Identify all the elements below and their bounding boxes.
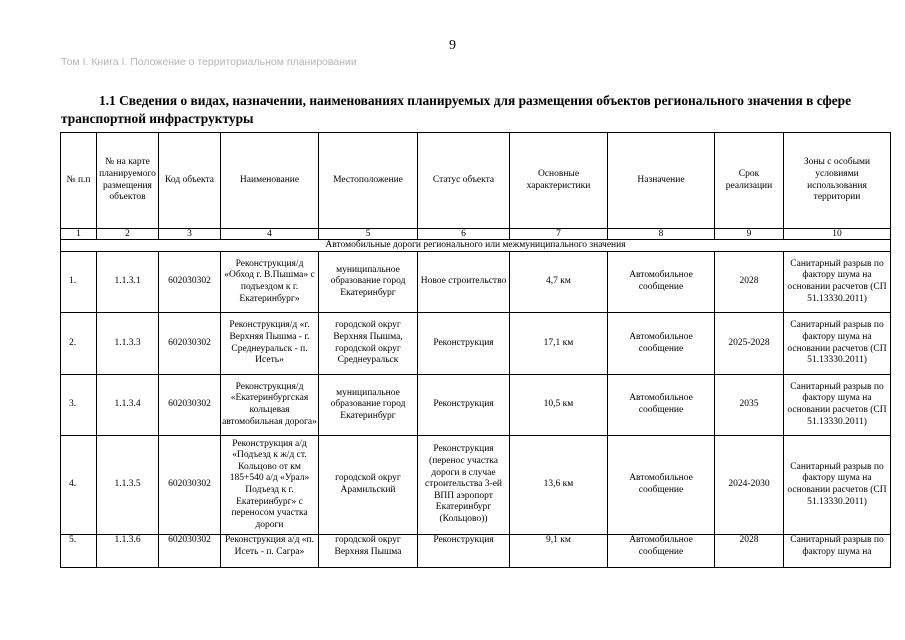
cell-num: 3. xyxy=(61,375,97,436)
cell-purpose: Автомобильное сообщение xyxy=(608,252,715,313)
header-row xyxy=(61,133,891,229)
cell-zones: Санитарный разрыв по фактору шума на основании расчетов (СП 51.13330.2011) xyxy=(784,313,891,375)
cell-zones: Санитарный разрыв по фактору шума на xyxy=(784,535,891,568)
cell-name: Реконструкция/д «Екатеринбургская кольцевая автомобильная дорога» xyxy=(221,375,319,436)
column-header: Статус объекта xyxy=(418,133,510,229)
cell-characteristics: 13,6 км xyxy=(510,436,608,535)
column-header: Местоположение xyxy=(319,133,418,229)
cell-term: 2024-2030 xyxy=(715,436,784,535)
column-header: Срок реализации xyxy=(715,133,784,229)
column-number: 4 xyxy=(221,229,319,240)
cell-map-no: 1.1.3.6 xyxy=(97,535,159,568)
cell-term: 2028 xyxy=(715,252,784,313)
cell-status: Реконструкция xyxy=(418,535,510,568)
cell-purpose: Автомобильное сообщение xyxy=(608,436,715,535)
cell-name: Реконструкция/д «Обход г. В.Пышма» с подъездом к г. Екатеринбург» xyxy=(221,252,319,313)
cell-location: городской округ Верхняя Пышма, городской округ Среднеуральск xyxy=(319,313,418,375)
table-row xyxy=(61,436,891,535)
cell-purpose: Автомобильное сообщение xyxy=(608,375,715,436)
running-header: Том I. Книга I. Положение о территориальном планировании xyxy=(61,56,357,68)
column-header: Основные характеристики xyxy=(510,133,608,229)
cell-term: 2035 xyxy=(715,375,784,436)
column-number: 9 xyxy=(715,229,784,240)
column-header: Наименование xyxy=(221,133,319,229)
cell-code: 602030302 xyxy=(159,436,221,535)
table-row xyxy=(61,375,891,436)
cell-zones: Санитарный разрыв по фактору шума на основании расчетов (СП 51.13330.2011) xyxy=(784,252,891,313)
cell-purpose: Автомобильное сообщение xyxy=(608,313,715,375)
cell-status: Новое строительство xyxy=(418,252,510,313)
cell-location: городской округ Верхняя Пышма xyxy=(319,535,418,568)
cell-zones: Санитарный разрыв по фактору шума на основании расчетов (СП 51.13330.2011) xyxy=(784,436,891,535)
group-row xyxy=(61,240,891,252)
column-number: 7 xyxy=(510,229,608,240)
cell-code: 602030302 xyxy=(159,252,221,313)
column-header: Назначение xyxy=(608,133,715,229)
cell-map-no: 1.1.3.1 xyxy=(97,252,159,313)
cell-status: Реконструкция xyxy=(418,313,510,375)
cell-map-no: 1.1.3.4 xyxy=(97,375,159,436)
column-header: № на карте планируемого размещения объектов xyxy=(97,133,159,229)
column-header: Код объекта xyxy=(159,133,221,229)
cell-code: 602030302 xyxy=(159,535,221,568)
column-number: 2 xyxy=(97,229,159,240)
column-number: 1 xyxy=(61,229,97,240)
objects-table xyxy=(60,132,891,568)
column-number: 3 xyxy=(159,229,221,240)
cell-num: 2. xyxy=(61,313,97,375)
cell-characteristics: 10,5 км xyxy=(510,375,608,436)
cell-status: Реконструкция (перенос участка дороги в случае строительства 3-ей ВПП аэропорт Екатеринбург (Кольцово)) xyxy=(418,436,510,535)
cell-map-no: 1.1.3.3 xyxy=(97,313,159,375)
cell-map-no: 1.1.3.5 xyxy=(97,436,159,535)
cell-location: городской округ Арамильский xyxy=(319,436,418,535)
cell-num: 5. xyxy=(61,535,97,568)
cell-zones: Санитарный разрыв по фактору шума на основании расчетов (СП 51.13330.2011) xyxy=(784,375,891,436)
section-title: 1.1 Сведения о видах, назначении, наименованиях планируемых для размещения объектов регионального значения в сфере транспортной инфраструктуры xyxy=(61,93,852,126)
cell-purpose: Автомобильное сообщение xyxy=(608,535,715,568)
cell-num: 4. xyxy=(61,436,97,535)
cell-name: Реконструкция а/д «п. Исеть - п. Сагра» xyxy=(221,535,319,568)
column-number-row xyxy=(61,229,891,240)
cell-code: 602030302 xyxy=(159,313,221,375)
column-number: 8 xyxy=(608,229,715,240)
group-title: Автомобильные дороги регионального или межмуниципального значения xyxy=(61,240,891,252)
cell-status: Реконструкция xyxy=(418,375,510,436)
cell-name: Реконструкция а/д «Подъезд к ж/д ст. Кольцово от км 185+540 а/д «Урал» Подъезд к г. Екатеринбург» с переносом участка дороги xyxy=(221,436,319,535)
table-row xyxy=(61,252,891,313)
cell-name: Реконструкция/д «г. Верхняя Пышма - г. Среднеуральск - п. Исеть» xyxy=(221,313,319,375)
table-row xyxy=(61,535,891,568)
cell-characteristics: 9,1 км xyxy=(510,535,608,568)
column-number: 5 xyxy=(319,229,418,240)
cell-characteristics: 4,7 км xyxy=(510,252,608,313)
cell-term: 2025-2028 xyxy=(715,313,784,375)
cell-location: муниципальное образование город Екатеринбург xyxy=(319,375,418,436)
cell-code: 602030302 xyxy=(159,375,221,436)
column-number: 6 xyxy=(418,229,510,240)
table-row xyxy=(61,313,891,375)
cell-num: 1. xyxy=(61,252,97,313)
column-header: Зоны с особыми условиями использования территории xyxy=(784,133,891,229)
cell-location: муниципальное образование город Екатеринбург xyxy=(319,252,418,313)
column-header: № п.п xyxy=(61,133,97,229)
cell-characteristics: 17,1 км xyxy=(510,313,608,375)
cell-term: 2028 xyxy=(715,535,784,568)
column-number: 10 xyxy=(784,229,891,240)
page-number: 9 xyxy=(449,38,456,53)
